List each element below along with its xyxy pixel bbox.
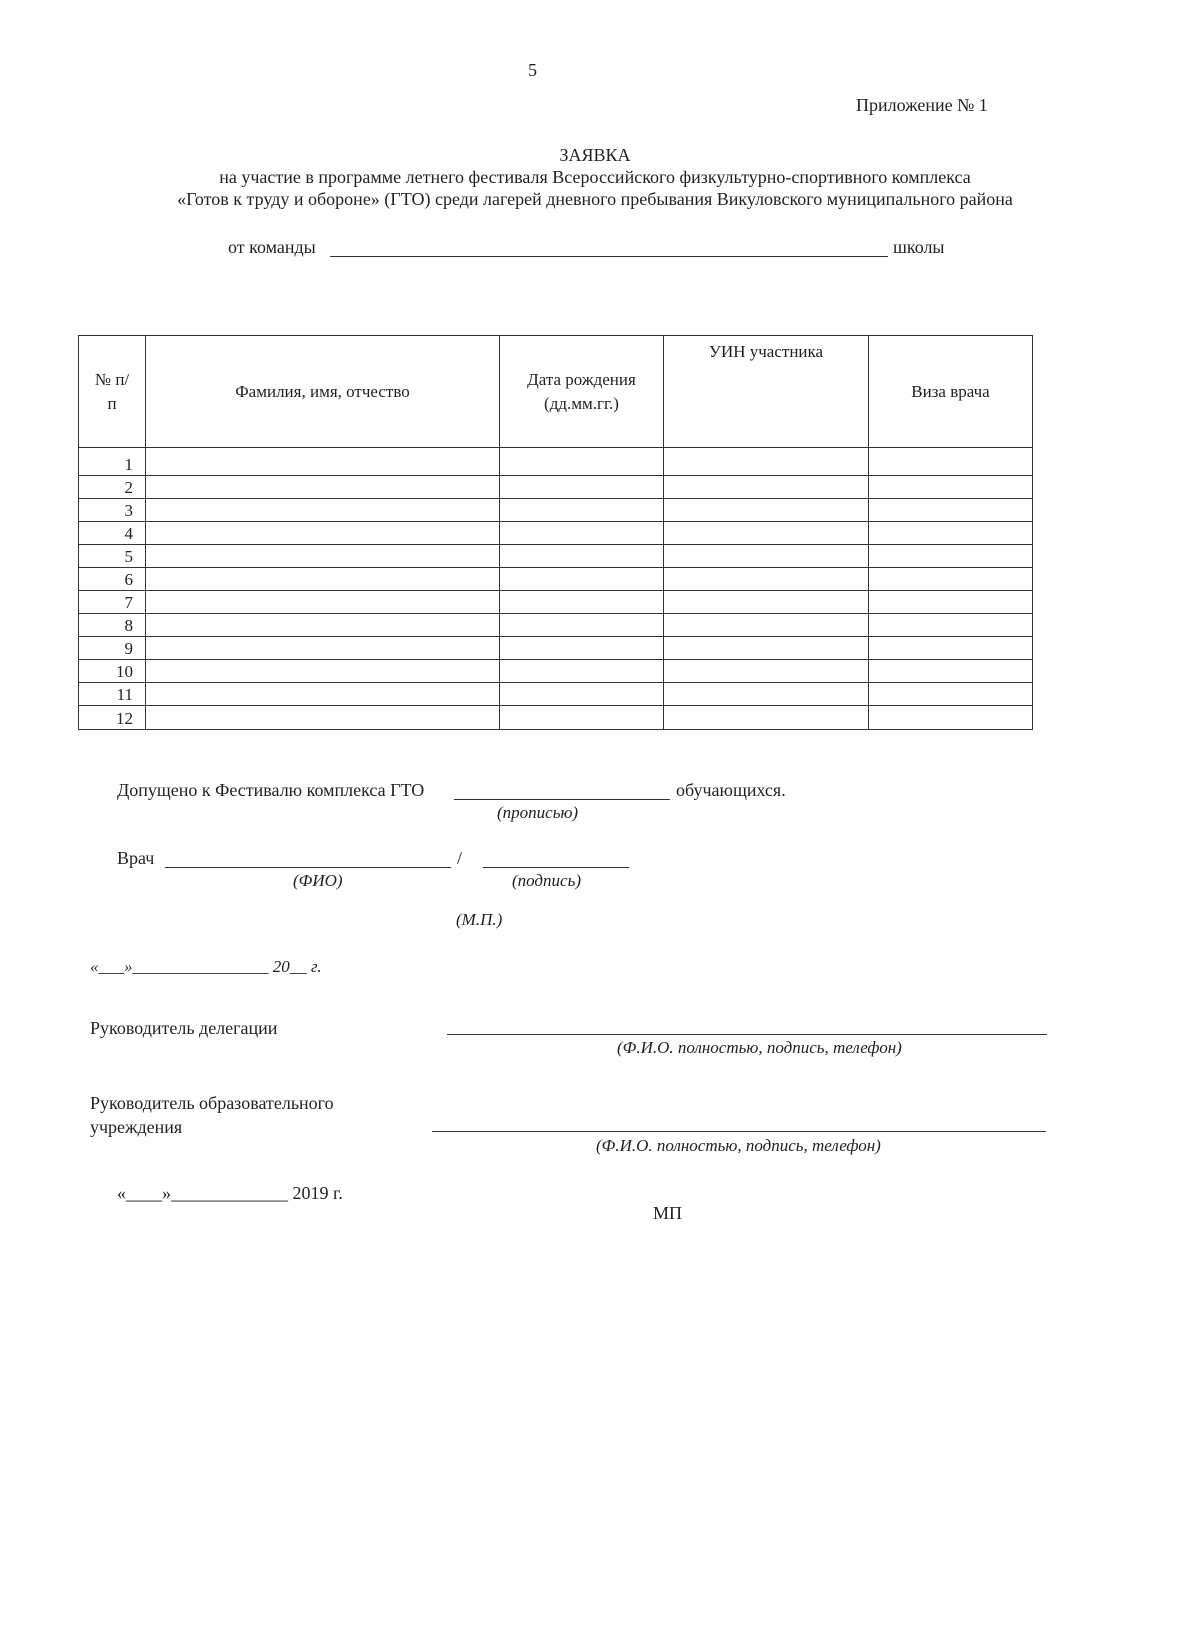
stamp-mark: (М.П.): [456, 910, 503, 929]
name-cell[interactable]: [146, 614, 500, 637]
uin-cell[interactable]: [664, 683, 869, 706]
visa-cell[interactable]: [869, 522, 1033, 545]
table-row[interactable]: [79, 568, 1033, 591]
date-line-2[interactable]: «____»_____________ 2019 г.: [117, 1183, 343, 1203]
row-number: 2: [79, 476, 146, 499]
uin-cell[interactable]: [664, 660, 869, 683]
table-row[interactable]: [79, 499, 1033, 522]
table-row[interactable]: [79, 706, 1033, 730]
delegation-head-hint: (Ф.И.О. полностью, подпись, телефон): [617, 1038, 902, 1057]
name-cell[interactable]: [146, 448, 500, 476]
school-head-hint: (Ф.И.О. полностью, подпись, телефон): [596, 1136, 881, 1155]
dob-cell[interactable]: [500, 614, 664, 637]
admitted-hint: (прописью): [497, 803, 579, 822]
uin-cell[interactable]: [664, 499, 869, 522]
uin-cell[interactable]: [664, 545, 869, 568]
uin-cell[interactable]: [664, 522, 869, 545]
header-visa: Виза врача: [869, 336, 1033, 448]
table-row[interactable]: [79, 637, 1033, 660]
doctor-sign-hint: (подпись): [512, 871, 581, 890]
delegation-head-label: Руководитель делегации: [90, 1018, 278, 1038]
doctor-sign-line[interactable]: [483, 867, 629, 868]
team-suffix: школы: [893, 237, 945, 257]
dob-cell[interactable]: [500, 706, 664, 730]
row-number: 4: [79, 522, 146, 545]
doctor-fio-line[interactable]: [165, 867, 451, 868]
visa-cell[interactable]: [869, 476, 1033, 499]
visa-cell[interactable]: [869, 448, 1033, 476]
uin-cell[interactable]: [664, 637, 869, 660]
dob-cell[interactable]: [500, 568, 664, 591]
row-number: 12: [79, 706, 146, 730]
admitted-suffix: обучающихся.: [676, 780, 786, 800]
school-head-line[interactable]: [432, 1131, 1046, 1132]
table-row[interactable]: [79, 683, 1033, 706]
doctor-slash: /: [457, 848, 463, 868]
admitted-label: Допущено к Фестивалю комплекса ГТО: [117, 780, 425, 800]
dob-cell[interactable]: [500, 637, 664, 660]
visa-cell[interactable]: [869, 614, 1033, 637]
row-number: 6: [79, 568, 146, 591]
doctor-fio-hint: (ФИО): [293, 871, 343, 890]
table-row[interactable]: [79, 448, 1033, 476]
visa-cell[interactable]: [869, 706, 1033, 730]
participants-table: [78, 335, 1033, 730]
name-cell[interactable]: [146, 683, 500, 706]
row-number: 3: [79, 499, 146, 522]
page-number: 5: [528, 60, 537, 80]
uin-cell[interactable]: [664, 614, 869, 637]
row-number: 8: [79, 614, 146, 637]
document-title: ЗАЯВКА: [559, 145, 631, 165]
school-head-label-1: Руководитель образовательного: [90, 1093, 334, 1113]
dob-cell[interactable]: [500, 522, 664, 545]
dob-cell[interactable]: [500, 591, 664, 614]
table-row[interactable]: [79, 476, 1033, 499]
visa-cell[interactable]: [869, 568, 1033, 591]
subtitle-line-1: на участие в программе летнего фестиваля Всероссийского физкультурно-спортивного комплекса: [219, 167, 971, 187]
doctor-label: Врач: [117, 848, 155, 868]
table-row[interactable]: [79, 545, 1033, 568]
name-cell[interactable]: [146, 522, 500, 545]
name-cell[interactable]: [146, 591, 500, 614]
dob-cell[interactable]: [500, 448, 664, 476]
name-cell[interactable]: [146, 660, 500, 683]
name-cell[interactable]: [146, 476, 500, 499]
row-number: 11: [79, 683, 146, 706]
row-number: 1: [79, 448, 146, 476]
visa-cell[interactable]: [869, 499, 1033, 522]
dob-cell[interactable]: [500, 545, 664, 568]
admitted-count-line[interactable]: [454, 799, 670, 800]
table-row[interactable]: [79, 614, 1033, 637]
dob-cell[interactable]: [500, 476, 664, 499]
row-number: 9: [79, 637, 146, 660]
row-number: 10: [79, 660, 146, 683]
row-number: 5: [79, 545, 146, 568]
uin-cell[interactable]: [664, 448, 869, 476]
school-head-label-2: учреждения: [90, 1117, 183, 1137]
dob-cell[interactable]: [500, 499, 664, 522]
visa-cell[interactable]: [869, 660, 1033, 683]
team-input-line[interactable]: [330, 256, 888, 257]
visa-cell[interactable]: [869, 683, 1033, 706]
visa-cell[interactable]: [869, 545, 1033, 568]
header-name: Фамилия, имя, отчество: [146, 336, 500, 448]
name-cell[interactable]: [146, 499, 500, 522]
name-cell[interactable]: [146, 568, 500, 591]
name-cell[interactable]: [146, 637, 500, 660]
subtitle-line-2: «Готов к труду и обороне» (ГТО) среди лагерей дневного пребывания Викуловского муниципального района: [177, 189, 1013, 209]
dob-cell[interactable]: [500, 660, 664, 683]
delegation-head-line[interactable]: [447, 1034, 1047, 1035]
uin-cell[interactable]: [664, 706, 869, 730]
uin-cell[interactable]: [664, 476, 869, 499]
visa-cell[interactable]: [869, 637, 1033, 660]
uin-cell[interactable]: [664, 568, 869, 591]
row-number: 7: [79, 591, 146, 614]
date-line-1[interactable]: «___»________________ 20__ г.: [90, 957, 322, 976]
name-cell[interactable]: [146, 706, 500, 730]
dob-cell[interactable]: [500, 683, 664, 706]
header-num: № п/п: [79, 336, 146, 448]
table-row[interactable]: [79, 660, 1033, 683]
mp-mark: МП: [653, 1203, 683, 1223]
uin-cell[interactable]: [664, 591, 869, 614]
appendix-label: Приложение № 1: [856, 95, 988, 115]
header-dob: Дата рождения (дд.мм.гг.): [500, 336, 664, 448]
header-uin: УИН участника: [664, 336, 869, 448]
name-cell[interactable]: [146, 545, 500, 568]
team-label: от команды: [228, 237, 316, 257]
visa-cell[interactable]: [869, 591, 1033, 614]
table-row[interactable]: [79, 591, 1033, 614]
table-header-row: [79, 336, 1033, 448]
table-row[interactable]: [79, 522, 1033, 545]
